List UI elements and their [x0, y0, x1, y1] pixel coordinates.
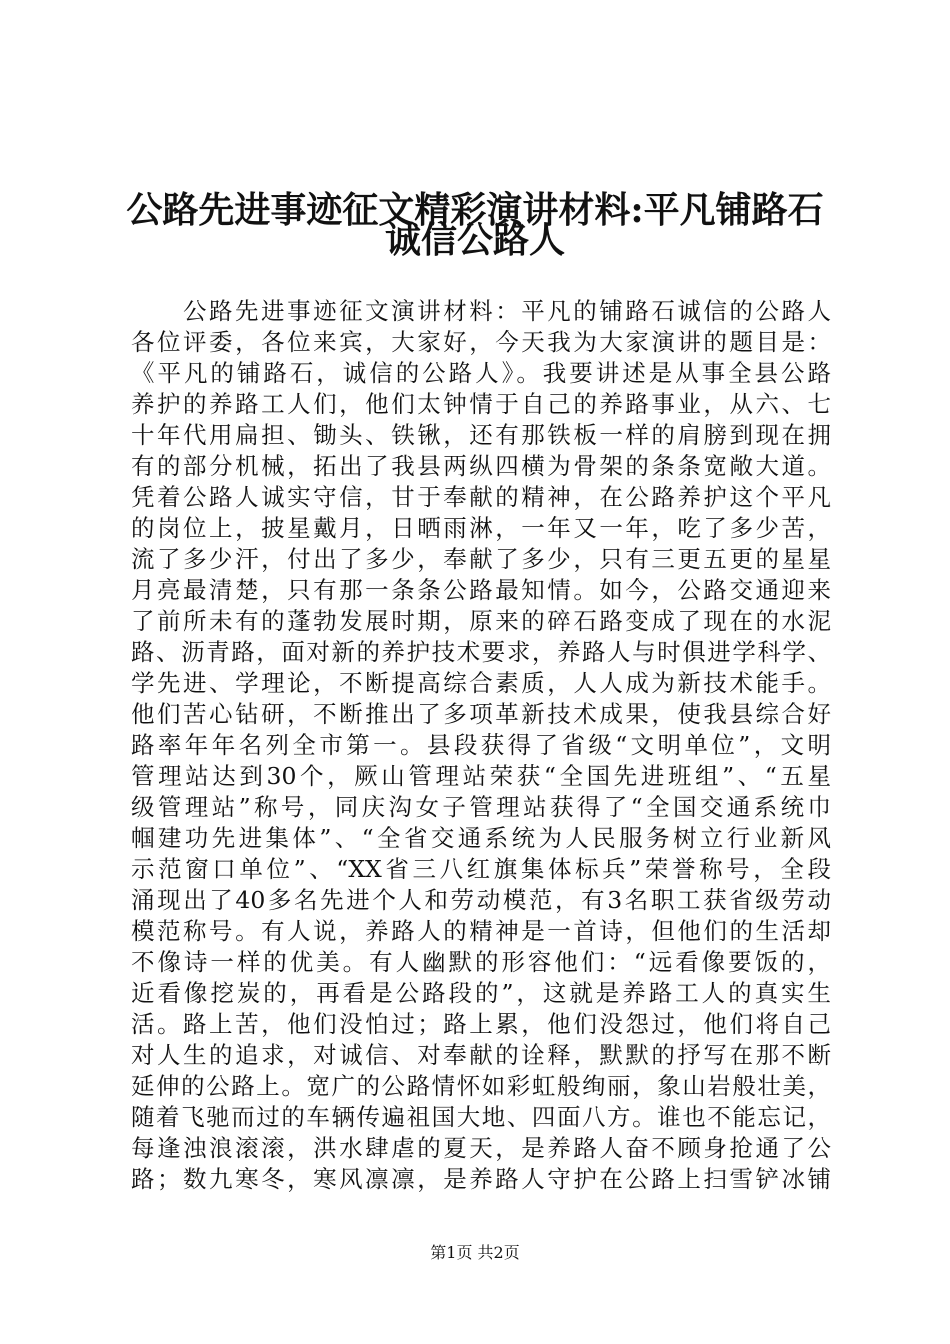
- paragraph-line: 随着飞驰而过的车辆传遍祖国大地、四面八方。谁也不能忘记，: [131, 1103, 831, 1131]
- paragraph-line: 养护的养路工人们，他们太钟情于自己的养路事业，从六、七: [131, 390, 831, 418]
- paragraph-line: 了前所未有的蓬勃发展时期，原来的碎石路变成了现在的水泥: [131, 607, 831, 635]
- paragraph-line: 模范称号。有人说，养路人的精神是一首诗，但他们的生活却: [131, 917, 831, 945]
- paragraph-line: 近看像挖炭的，再看是公路段的”，这就是养路工人的真实生: [131, 979, 831, 1007]
- page-footer: 第1页 共2页: [430, 1243, 520, 1262]
- paragraph-line: 十年代用扁担、锄头、铁锹，还有那铁板一样的肩膀到现在拥: [131, 421, 831, 449]
- paragraph-line: 示范窗口单位”、“XX省三八红旗集体标兵”荣誉称号，全段: [131, 855, 831, 883]
- document-title-line-2: 诚信公路人: [384, 219, 565, 261]
- paragraph-line: 帼建功先进集体”、“全省交通系统为人民服务树立行业新风: [131, 824, 831, 852]
- paragraph-line: 活。路上苦，他们没怕过；路上累，他们没怨过，他们将自己: [131, 1010, 831, 1038]
- paragraph-line: 对人生的追求，对诚信、对奉献的诠释，默默的抒写在那不断: [131, 1041, 831, 1069]
- paragraph-line: 涌现出了40多名先进个人和劳动模范，有3名职工获省级劳动: [131, 886, 831, 914]
- paragraph-line: 有的部分机械，拓出了我县两纵四横为骨架的条条宽敞大道。: [131, 452, 831, 480]
- paragraph-line: 学先进、学理论，不断提高综合素质，人人成为新技术能手。: [131, 669, 831, 697]
- paragraph-line: 路率年年名列全市第一。县段获得了省级“文明单位”，文明: [131, 731, 831, 759]
- paragraph-line: 管理站达到30个，厥山管理站荣获“全国先进班组”、“五星: [131, 762, 831, 790]
- paragraph-line: 流了多少汗，付出了多少，奉献了多少，只有三更五更的星星: [131, 545, 831, 573]
- paragraph-line: 月亮最清楚，只有那一条条公路最知情。如今，公路交通迎来: [131, 576, 831, 604]
- paragraph-line: 延伸的公路上。宽广的公路情怀如彩虹般绚丽，象山岩般壮美，: [131, 1072, 831, 1100]
- paragraph-line: 每逢浊浪滚滚，洪水肆虐的夏天，是养路人奋不顾身抢通了公: [131, 1134, 831, 1162]
- paragraph-line: 《平凡的铺路石，诚信的公路人》。我要讲述是从事全县公路: [131, 359, 831, 387]
- paragraph-line: 的岗位上，披星戴月，日晒雨淋，一年又一年，吃了多少苦，: [131, 514, 831, 542]
- paragraph-line: 各位评委，各位来宾，大家好，今天我为大家演讲的题目是：: [131, 328, 831, 356]
- paragraph-line: 凭着公路人诚实守信，甘于奉献的精神，在公路养护这个平凡: [131, 483, 831, 511]
- paragraph-line: 级管理站”称号，同庆沟女子管理站获得了“全国交通系统巾: [131, 793, 831, 821]
- paragraph-line: 公路先进事迹征文演讲材料：平凡的铺路石诚信的公路人: [183, 297, 831, 325]
- paragraph-line: 不像诗一样的优美。有人幽默的形容他们：“远看像要饭的，: [131, 948, 831, 976]
- paragraph-line: 他们苦心钻研，不断推出了多项革新技术成果，使我县综合好: [131, 700, 831, 728]
- paragraph-line: 路；数九寒冬，寒风凛凛，是养路人守护在公路上扫雪铲冰铺: [131, 1165, 831, 1193]
- paragraph-line: 路、沥青路，面对新的养护技术要求，养路人与时俱进学科学、: [131, 638, 831, 666]
- document-title-line-1: 公路先进事迹征文精彩演讲材料:平凡铺路石: [126, 189, 824, 231]
- body-text: [131, 296, 831, 1195]
